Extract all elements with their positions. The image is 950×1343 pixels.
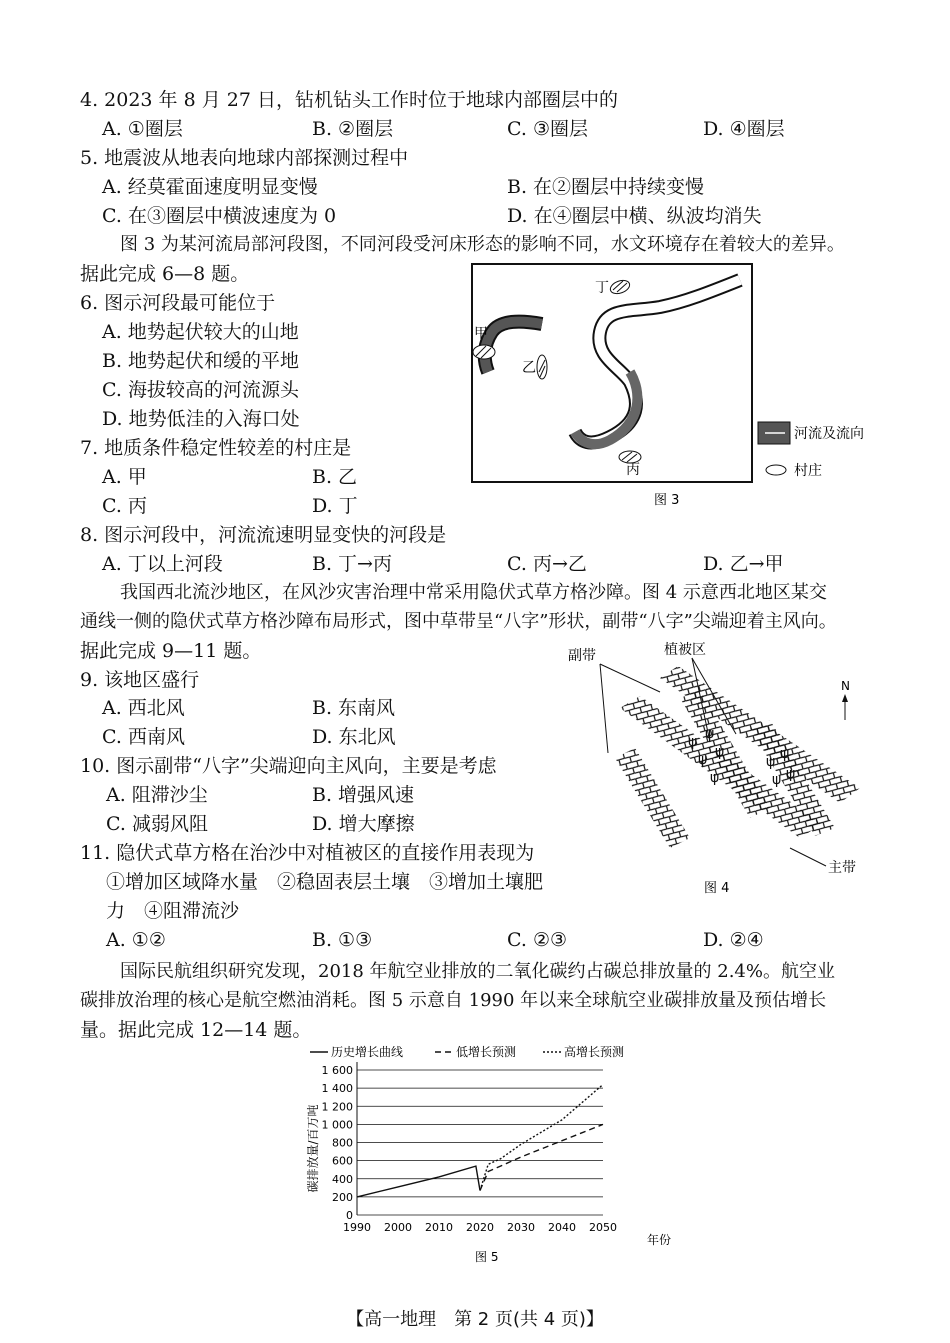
q11-option-c: C. ②③	[507, 929, 568, 951]
q8-option-b: B. 丁→丙	[312, 553, 392, 575]
x-tick-label: 2050	[589, 1221, 617, 1234]
village-ding	[609, 278, 632, 296]
q8-option-a: A. 丁以上河段	[102, 553, 223, 575]
q6-option-a: A. 地势起伏较大的山地	[102, 321, 299, 343]
svg-text:ψ: ψ	[688, 734, 698, 750]
q9-option-a: A. 西北风	[102, 697, 185, 719]
intro-fig3-line1: 图 3 为某河流局部河段图，不同河段受河床形态的影响不同，水文环境存在着较大的差异。	[120, 234, 845, 255]
x-axis-label: 年份	[647, 1233, 672, 1247]
x-tick-label: 2010	[425, 1221, 453, 1234]
svg-text:ψ: ψ	[705, 726, 715, 742]
q4-option-b: B. ②圈层	[312, 118, 394, 140]
x-tick-label: 2040	[548, 1221, 576, 1234]
intro-fig4-line3: 据此完成 9—11 题。	[80, 640, 262, 662]
q11-option-b: B. ①③	[312, 929, 373, 951]
q6-option-d: D. 地势低洼的入海口处	[102, 408, 300, 430]
legend-river-label: 河流及流向	[794, 426, 864, 442]
label-bing: 丙	[626, 462, 640, 478]
figure-3-caption: 图 3	[654, 493, 680, 508]
y-tick-label: 800	[332, 1136, 353, 1150]
q5-option-a: A. 经莫霍面速度明显变慢	[102, 176, 318, 198]
figure-5-caption: 图 5	[475, 1250, 499, 1264]
q5-stem: 5. 地震波从地表向地球内部探测过程中	[80, 147, 409, 169]
y-tick-label: 0	[346, 1209, 353, 1222]
q10-option-c: C. 减弱风阻	[106, 813, 208, 835]
q11-statements-line2: 力 ④阻滞流沙	[106, 900, 240, 922]
label-zhibei: 植被区	[664, 642, 706, 658]
q10-option-b: B. 增强风速	[312, 784, 415, 806]
figure-3-river-map	[470, 262, 880, 512]
q4-stem: 4. 2023 年 8 月 27 日，钻机钻头工作时位于地球内部圈层中的	[80, 89, 618, 111]
q4-option-c: C. ③圈层	[507, 118, 588, 140]
series-line-solid	[357, 1166, 480, 1197]
q7-option-d: D. 丁	[312, 495, 358, 517]
label-fudai: 副带	[568, 648, 596, 664]
village-jia	[473, 345, 495, 359]
q5-option-b: B. 在②圈层中持续变慢	[507, 176, 705, 198]
q10-stem: 10. 图示副带“八字”尖端迎向主风向，主要是考虑	[80, 755, 497, 777]
svg-text:ψ: ψ	[786, 766, 796, 782]
series-line-dotted	[480, 1085, 603, 1191]
intro-fig5-line2: 碳排放治理的核心是航空燃油消耗。图 5 示意自 1990 年以来全球航空业碳排放量及预估增长	[80, 990, 827, 1011]
q11-option-a: A. ①②	[106, 929, 166, 951]
series-line-dashed	[480, 1124, 603, 1190]
figure-4-sand-barrier	[560, 638, 870, 900]
svg-text:ψ: ψ	[772, 772, 782, 788]
q6-option-b: B. 地势起伏和缓的平地	[102, 350, 300, 372]
q6-option-c: C. 海拔较高的河流源头	[102, 379, 299, 401]
q9-stem: 9. 该地区盛行	[80, 669, 200, 691]
q5-option-c: C. 在③圈层中横波速度为 0	[102, 205, 337, 227]
q7-stem: 7. 地质条件稳定性较差的村庄是	[80, 437, 352, 459]
chart-legend	[310, 1044, 624, 1059]
intro-fig5-line1: 国际民航组织研究发现，2018 年航空业排放的二氧化碳约占碳总排放量的 2.4%。航空业	[120, 961, 835, 982]
svg-text:ψ: ψ	[710, 770, 720, 786]
figure-4-caption: 图 4	[704, 881, 730, 896]
figure-5-chart	[295, 1040, 695, 1265]
legend-entry: 历史增长曲线	[331, 1045, 404, 1059]
q4-option-d: D. ④圈层	[703, 118, 785, 140]
q11-statements-line1: ①增加区域降水量 ②稳固表层土壤 ③增加土壤肥	[106, 871, 544, 893]
q9-option-c: C. 西南风	[102, 726, 185, 748]
y-tick-label: 1 600	[321, 1064, 353, 1077]
intro-fig4-line2: 通线一侧的隐伏式草方格沙障布局形式，图中草带呈“八字”形状，副带“八字”尖端迎着主风向。	[80, 611, 837, 632]
q5-option-d: D. 在④圈层中横、纵波均消失	[507, 205, 762, 227]
legend-village-icon	[766, 465, 786, 475]
q6-stem: 6. 图示河段最可能位于	[80, 292, 276, 314]
q10-option-a: A. 阻滞沙尘	[106, 784, 208, 806]
x-tick-label: 1990	[343, 1221, 371, 1234]
page-footer: 【高一地理 第 2 页(共 4 页)】	[346, 1309, 604, 1330]
legend-entry: 高增长预测	[564, 1045, 625, 1059]
q11-stem: 11. 隐伏式草方格在治沙中对植被区的直接作用表现为	[80, 842, 535, 864]
label-zhudai: 主带	[828, 860, 856, 876]
x-tick-label: 2030	[507, 1221, 535, 1234]
svg-text:ψ: ψ	[766, 754, 776, 770]
legend-village-label: 村庄	[794, 463, 822, 479]
y-tick-label: 1 000	[321, 1118, 353, 1132]
north-label: N	[841, 679, 850, 693]
y-tick-label: 600	[332, 1154, 353, 1168]
q8-option-d: D. 乙→甲	[703, 553, 784, 575]
q4-option-a: A. ①圈层	[102, 118, 183, 140]
sub-band-left	[615, 748, 690, 848]
x-tick-label: 2020	[466, 1221, 494, 1234]
q8-option-c: C. 丙→乙	[507, 553, 587, 575]
village-yi	[537, 355, 547, 379]
y-tick-label: 1 200	[321, 1100, 353, 1114]
y-tick-label: 400	[332, 1172, 353, 1186]
y-axis-label: 碳排放量/百万吨	[306, 1104, 320, 1193]
q9-option-d: D. 东北风	[312, 726, 396, 748]
intro-fig5-line3: 量。据此完成 12—14 题。	[80, 1019, 312, 1041]
label-jia: 甲	[474, 326, 488, 342]
svg-text:ψ: ψ	[715, 744, 725, 760]
intro-fig4-line1: 我国西北流沙地区，在风沙灾害治理中常采用隐伏式草方格沙障。图 4 示意西北地区某交	[120, 582, 827, 603]
x-tick-label: 2000	[384, 1221, 412, 1234]
svg-text:ψ: ψ	[698, 752, 708, 768]
q7-option-c: C. 丙	[102, 495, 147, 517]
q10-option-d: D. 增大摩擦	[312, 813, 415, 835]
q11-option-d: D. ②④	[703, 929, 764, 951]
svg-text:ψ: ψ	[780, 746, 790, 762]
q7-option-a: A. 甲	[102, 466, 147, 488]
q9-option-b: B. 东南风	[312, 697, 396, 719]
y-tick-label: 1 400	[321, 1082, 353, 1096]
q7-option-b: B. 乙	[312, 466, 358, 488]
intro-fig3-line2: 据此完成 6—8 题。	[80, 263, 250, 285]
y-tick-label: 200	[332, 1190, 353, 1204]
q8-stem: 8. 图示河段中，河流流速明显变快的河段是	[80, 524, 447, 546]
label-yi: 乙	[522, 360, 536, 376]
legend-entry: 低增长预测	[456, 1045, 517, 1059]
label-ding: 丁	[595, 280, 609, 296]
